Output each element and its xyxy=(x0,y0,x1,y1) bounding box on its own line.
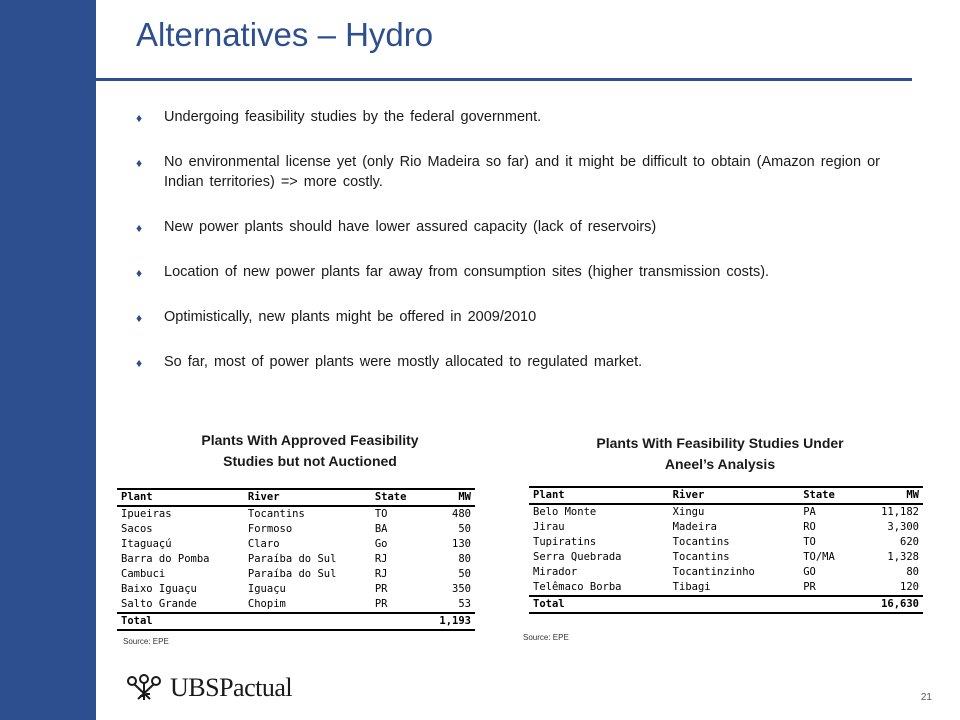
cell-plant: Telêmaco Borba xyxy=(533,581,622,593)
cell-plant: Sacos xyxy=(121,523,153,535)
col-plant-header: Plant xyxy=(529,487,669,504)
cell-state: PR xyxy=(374,583,388,595)
table-row xyxy=(529,535,923,550)
cell-plant: Barra do Pomba xyxy=(121,553,210,565)
cell-river: Tocantins xyxy=(672,551,730,563)
table2-title xyxy=(540,433,900,475)
table-row xyxy=(529,504,923,520)
cell-mw: 80 xyxy=(458,553,471,565)
cell-state: TO xyxy=(803,536,816,548)
cell-mw: 350 xyxy=(452,583,471,595)
cell-river: Iguaçu xyxy=(247,583,286,595)
total-label: Total xyxy=(117,613,244,630)
cell-river: Tocantins xyxy=(672,536,730,548)
cell-river: Paraíba do Sul xyxy=(247,553,337,565)
table2-title-line2: Aneel’s Analysis xyxy=(664,456,776,472)
table-header-row xyxy=(529,487,923,504)
col-state-header: State xyxy=(371,489,423,506)
cell-state: TO/MA xyxy=(803,551,835,563)
cell-plant: Baixo Iguaçu xyxy=(121,583,197,595)
col-state-header: State xyxy=(799,487,856,504)
total-row xyxy=(117,613,475,630)
title-underline xyxy=(32,78,912,81)
approved-plants-table xyxy=(117,488,475,631)
cell-mw: 120 xyxy=(900,581,919,593)
ubs-keys-icon xyxy=(126,674,162,702)
table-row xyxy=(529,520,923,535)
diamond-bullet-icon: ♦ xyxy=(136,356,143,370)
total-empty-cell xyxy=(669,596,800,613)
table-row xyxy=(117,567,475,582)
bullet-text: So far, most of power plants were mostly allocated to regulated market. xyxy=(164,354,643,370)
total-empty-cell xyxy=(371,613,423,630)
left-sidebar-band xyxy=(0,0,96,720)
col-river-header: River xyxy=(669,487,800,504)
diamond-bullet-icon: ♦ xyxy=(136,221,143,235)
cell-plant: Ipueiras xyxy=(121,508,172,520)
cell-river: Tibagi xyxy=(672,581,711,593)
cell-plant: Salto Grande xyxy=(121,598,197,610)
col-river-header: River xyxy=(244,489,371,506)
cell-plant: Jirau xyxy=(533,521,565,533)
bullet-item xyxy=(136,152,896,192)
cell-state: TO xyxy=(374,508,388,520)
under-analysis-plants-table xyxy=(529,486,923,614)
cell-mw: 1,328 xyxy=(887,551,919,563)
ubs-pactual-logo xyxy=(126,673,292,703)
total-row xyxy=(529,596,923,613)
diamond-bullet-icon: ♦ xyxy=(136,311,143,325)
bullet-item xyxy=(136,217,896,237)
table-row xyxy=(529,565,923,580)
cell-plant: Serra Quebrada xyxy=(533,551,622,563)
cell-mw: 80 xyxy=(906,566,919,578)
cell-state: Go xyxy=(374,538,388,550)
bullet-text: Location of new power plants far away from consumption sites (higher transmission costs). xyxy=(164,264,770,280)
bullet-item xyxy=(136,307,896,327)
table-row xyxy=(117,522,475,537)
bullet-text: Undergoing feasibility studies by the federal government. xyxy=(164,109,542,125)
table1-title xyxy=(150,430,470,472)
bullet-text: Optimistically, new plants might be offered in 2009/2010 xyxy=(164,309,537,325)
table-row xyxy=(117,552,475,567)
table-row xyxy=(117,597,475,613)
cell-river: Formoso xyxy=(247,523,293,535)
table-row xyxy=(529,550,923,565)
total-value: 16,630 xyxy=(857,596,924,613)
cell-mw: 53 xyxy=(458,598,471,610)
col-mw-header: MW xyxy=(423,489,475,506)
cell-river: Chopim xyxy=(247,598,286,610)
cell-river: Paraíba do Sul xyxy=(247,568,337,580)
cell-river: Madeira xyxy=(672,521,717,533)
cell-mw: 130 xyxy=(452,538,471,550)
total-value: 1,193 xyxy=(423,613,475,630)
cell-mw: 620 xyxy=(900,536,919,548)
cell-state: RJ xyxy=(374,568,388,580)
table-body xyxy=(117,506,475,630)
cell-plant: Itaguaçú xyxy=(121,538,172,550)
cell-state: PR xyxy=(803,581,816,593)
table1-title-line2: Studies but not Auctioned xyxy=(223,453,397,469)
bullet-text: New power plants should have lower assured capacity (lack of reservoirs) xyxy=(164,219,657,235)
table-header-row xyxy=(117,489,475,506)
bullet-item xyxy=(136,262,896,282)
table-row xyxy=(529,580,923,596)
table-row xyxy=(117,537,475,552)
cell-river: Claro xyxy=(247,538,280,550)
cell-state: GO xyxy=(803,566,816,578)
cell-plant: Mirador xyxy=(533,566,578,578)
cell-state: BA xyxy=(374,523,388,535)
table2-source: Source: EPE xyxy=(523,633,569,642)
table2-title-line1: Plants With Feasibility Studies Under xyxy=(596,435,844,451)
diamond-bullet-icon: ♦ xyxy=(136,266,143,280)
total-empty-cell xyxy=(799,596,856,613)
col-plant-header: Plant xyxy=(117,489,244,506)
cell-river: Xingu xyxy=(672,506,705,518)
cell-state: RJ xyxy=(374,553,388,565)
cell-state: RO xyxy=(803,521,816,533)
cell-state: PR xyxy=(374,598,388,610)
bullet-text: No environmental license yet (only Rio Madeira so far) and it might be difficult to obtain (Amazon region or Indian territories) => more costly. xyxy=(164,154,880,190)
cell-mw: 480 xyxy=(452,508,471,520)
cell-state: PA xyxy=(803,506,816,518)
diamond-bullet-icon: ♦ xyxy=(136,156,143,170)
table-row xyxy=(117,582,475,597)
bullet-item xyxy=(136,352,896,372)
logo-wordmark: UBSPactual xyxy=(170,673,293,702)
diamond-bullet-icon: ♦ xyxy=(136,111,143,125)
cell-river: Tocantins xyxy=(247,508,305,520)
bullet-item xyxy=(136,107,896,127)
table-body xyxy=(529,504,923,613)
col-mw-header: MW xyxy=(857,487,924,504)
page-number: 21 xyxy=(920,692,932,703)
cell-river: Tocantinzinho xyxy=(672,566,755,578)
cell-mw: 11,182 xyxy=(881,506,919,518)
slide-title: Alternatives – Hydro xyxy=(136,16,434,53)
table-row xyxy=(117,506,475,522)
cell-mw: 50 xyxy=(458,568,471,580)
table1-title-line1: Plants With Approved Feasibility xyxy=(201,432,419,448)
cell-plant: Cambuci xyxy=(121,568,166,580)
table1-source: Source: EPE xyxy=(123,637,169,646)
cell-plant: Tupiratins xyxy=(533,536,597,548)
bullet-list xyxy=(136,107,896,372)
cell-mw: 50 xyxy=(458,523,471,535)
total-label: Total xyxy=(529,596,669,613)
cell-plant: Belo Monte xyxy=(533,506,597,518)
cell-mw: 3,300 xyxy=(887,521,919,533)
total-empty-cell xyxy=(244,613,371,630)
